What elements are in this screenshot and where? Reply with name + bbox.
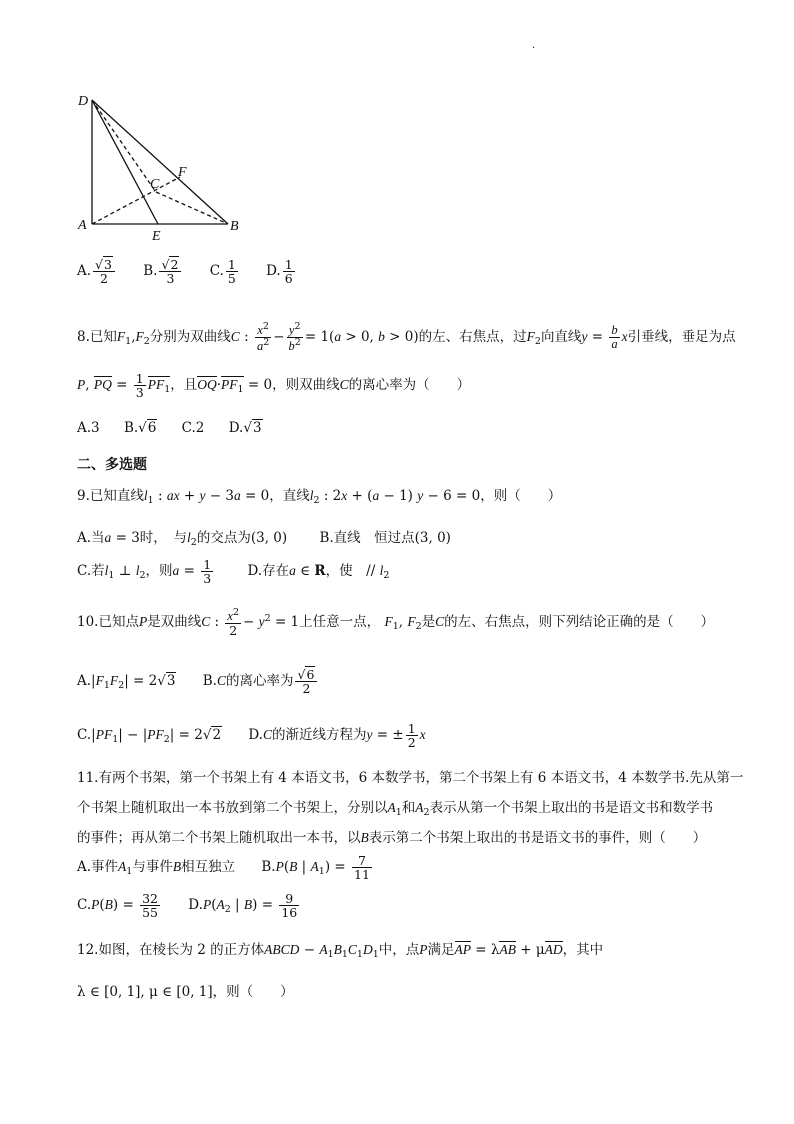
q7-options: A. $\frac{√3}{2}$ B. $\frac{√2}{3}$ C. $\frac{1}{5}$ D. $\frac{1}{6}$ [77, 257, 293, 287]
label-D: D [78, 94, 89, 109]
q8-line2: P, PQ = $\frac{1}{3}$ $PF_1$，且$OQ\cdot PF_1 = 0$，则双曲线C的离心率为（ ） [77, 371, 471, 401]
q11-line1: 11.有两个书架，第一个书架上有 4 本语文书，6 本数学书，第二个书架上有 6 本语文书，4 本数学书.先从第一 [77, 770, 744, 786]
q8-line1: 8.已知$F_1,F_2$分别为双曲线C : $\frac{x^2}{a^2}$ − $\frac{y^2}{b^2}$ = 1(a > 0, b > 0)的左、右焦点，过$F_2$向直线y = $\frac{b}{a}$ x引垂线，垂足为点 [77, 321, 736, 354]
q9-options-ab: A.当a = 3时， 与$l_2$的交点为(3, 0) B.直线 恒过点(3, 0) [77, 530, 451, 548]
label-F: F [178, 165, 187, 180]
q12-line2: λ ∈ [0, 1], μ ∈ [0, 1]，则（ ） [77, 984, 294, 1000]
q8-options: A.3 B.√6 C.2 D.√3 [77, 420, 262, 436]
q12-line1: 12.如图，在棱长为 2 的正方体ABCD − $A_1B_1C_1D_1$中，点P满足AP = λAB + μAD，其中 [77, 942, 604, 960]
q9-options-cd: C.若$l_1$ ⊥ $l_2$，则a = $\frac{1}{3}$ D.存在a ∈ R，使 // $l_2$ [77, 557, 390, 587]
q10-stem: 10.已知点P是双曲线C : $\frac{x^2}{2}$ − $y^2 = 1$上任意一点， $F_1$, $F_2$是C的左、右焦点，则下列结论正确的是（ ） [77, 607, 715, 639]
edge-DE [92, 100, 158, 224]
edge-CB [156, 192, 228, 224]
section-title: 二、多选题 [77, 457, 147, 473]
q11-line3: 的事件；再从第二个书架上随机取出一本书，以B表示第二个书架上取出的书是语文书的事件，则（ ） [77, 830, 707, 846]
header-dot: . [532, 40, 536, 51]
edge-DC [92, 100, 156, 192]
q10-options-cd: $C.|PF_1| - |PF_2| = 2√2$ D.C的渐近线方程为y = ± $\frac{1}{2}$ x [77, 721, 426, 751]
q11-options-ab: A.事件$A_1$与事件B相互独立 B.P(B | $A_1$) = $\frac{7}{11}$ [77, 853, 370, 883]
edge-DB [92, 100, 228, 224]
q11-line2: 个书架上随机取出一本书放到第二个书架上，分别以$A_1$和$A_2$表示从第一个书架上取出的书是语文书和数学书 [77, 800, 714, 818]
label-A: A [78, 218, 87, 233]
label-B: B [230, 219, 239, 234]
label-C: C [150, 177, 160, 192]
q9-stem: 9.已知直线$l_1$ : ax + y − 3a = 0，直线$l_2$ : 2x + (a − 1) y − 6 = 0，则（ ） [77, 488, 562, 506]
q10-options-ab: $A.|F_1F_2| = 2√3$ B.C的离心率为 $\frac{√6}{2}$ [77, 668, 319, 695]
q11-options-cd: C.P(B) = $\frac{32}{55}$ $D.P(A_2$ | B) = $\frac{9}{16}$ [77, 891, 298, 921]
geometry-figure [70, 88, 250, 248]
label-E: E [152, 229, 161, 244]
